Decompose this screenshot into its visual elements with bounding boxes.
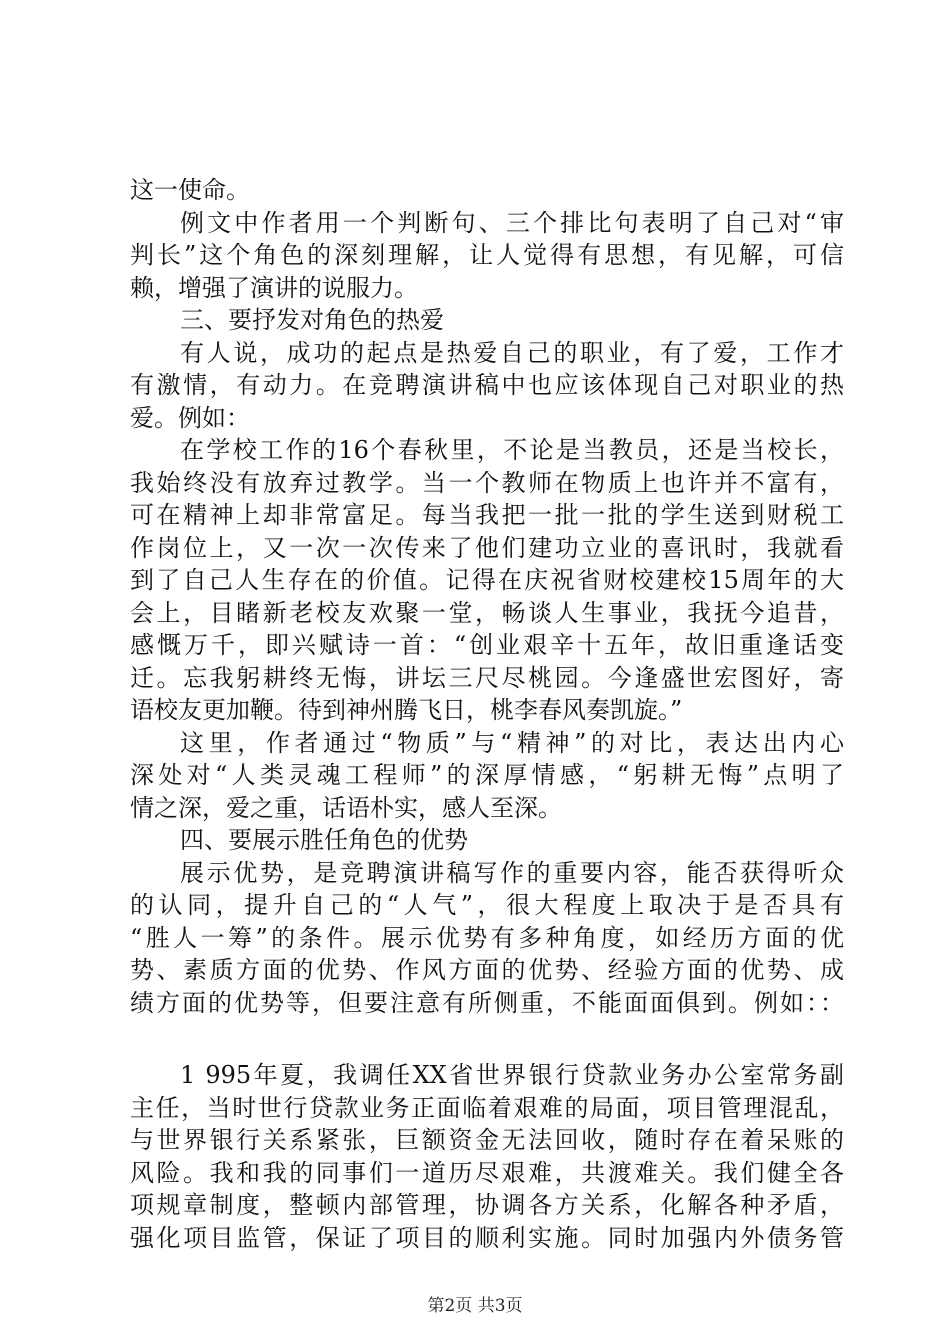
text-line: “胜人一筹”的条件。展示优势有多种角度，如经历方面的优 xyxy=(130,923,844,952)
section-heading: 四、要展示胜任角色的优势 xyxy=(180,826,468,854)
text-line: 可在精神上却非常富足。每当我把一批一批的学生送到财税工 xyxy=(130,501,844,529)
text-line: 1 995年夏，我调任XX省世界银行贷款业务办公室常务副 xyxy=(180,1061,844,1089)
text-line: 会上，目睹新老校友欢聚一堂，畅谈人生事业，我抚今追昔， xyxy=(130,598,844,627)
text-line: 例文中作者用一个判断句、三个排比句表明了自己对“审 xyxy=(180,208,844,237)
text-line: 判长”这个角色的深刻理解，让人觉得有思想，有见解，可信 xyxy=(130,241,844,269)
section-heading: 三、要抒发对角色的热爱 xyxy=(180,306,444,334)
text-line: 强化项目监管，保证了项目的顺利实施。同时加强内外债务管 xyxy=(130,1223,844,1252)
text-line: 项规章制度，整顿内部管理，协调各方关系，化解各种矛盾， xyxy=(130,1191,844,1219)
text-line: 有人说，成功的起点是热爱自己的职业，有了爱，工作才 xyxy=(180,338,844,367)
text-line: 主任，当时世行贷款业务正面临着艰难的局面，项目管理混乱， xyxy=(130,1093,844,1122)
text-line: 感慨万千，即兴赋诗一首：“创业艰辛十五年，故旧重逢话变 xyxy=(130,631,844,659)
text-line: 情之深，爱之重，话语朴实，感人至深。 xyxy=(130,793,562,822)
text-line: 势、素质方面的优势、作风方面的优势、经验方面的优势、成 xyxy=(130,956,844,984)
text-line: 深处对“人类灵魂工程师”的深厚情感，“躬耕无悔”点明了 xyxy=(130,761,844,789)
text-line: 在学校工作的16个春秋里，不论是当教员，还是当校长， xyxy=(180,436,844,464)
text-line: 这一使命。 xyxy=(130,176,250,204)
text-line: 到了自己人生存在的价值。记得在庆祝省财校建校15周年的大 xyxy=(130,566,844,594)
page-footer: 第2页 共3页 xyxy=(427,1296,523,1316)
text-line: 的认同，提升自己的“人气”，很大程度上取决于是否具有 xyxy=(130,891,844,919)
text-line: 作岗位上，又一次一次传来了他们建功立业的喜讯时，我就看 xyxy=(130,533,844,562)
text-line: 风险。我和我的同事们一道历尽艰难，共渡难关。我们健全各 xyxy=(130,1158,844,1187)
text-line: 有激情，有动力。在竞聘演讲稿中也应该体现自己对职业的热 xyxy=(130,371,844,399)
text-line: 赖，增强了演讲的说服力。 xyxy=(130,273,418,302)
text-line: 与世界银行关系紧张，巨额资金无法回收，随时存在着呆账的 xyxy=(130,1126,844,1154)
text-line: 爱。例如： xyxy=(130,403,250,432)
text-line: 展示优势，是竞聘演讲稿写作的重要内容，能否获得听众 xyxy=(180,858,844,887)
text-line: 绩方面的优势等，但要注意有所侧重，不能面面俱到。例如：： xyxy=(130,988,844,1017)
text-line: 语校友更加鞭。待到神州腾飞日，桃李春风奏凯旋。” xyxy=(130,696,683,724)
text-line: 我始终没有放弃过教学。当一个教师在物质上也许并不富有， xyxy=(130,468,844,497)
text-line: 这里，作者通过“物质”与“精神”的对比，表达出内心 xyxy=(180,728,844,757)
text-line: 迁。忘我躬耕终无悔，讲坛三尺尽桃园。今逢盛世宏图好，寄 xyxy=(130,663,844,692)
